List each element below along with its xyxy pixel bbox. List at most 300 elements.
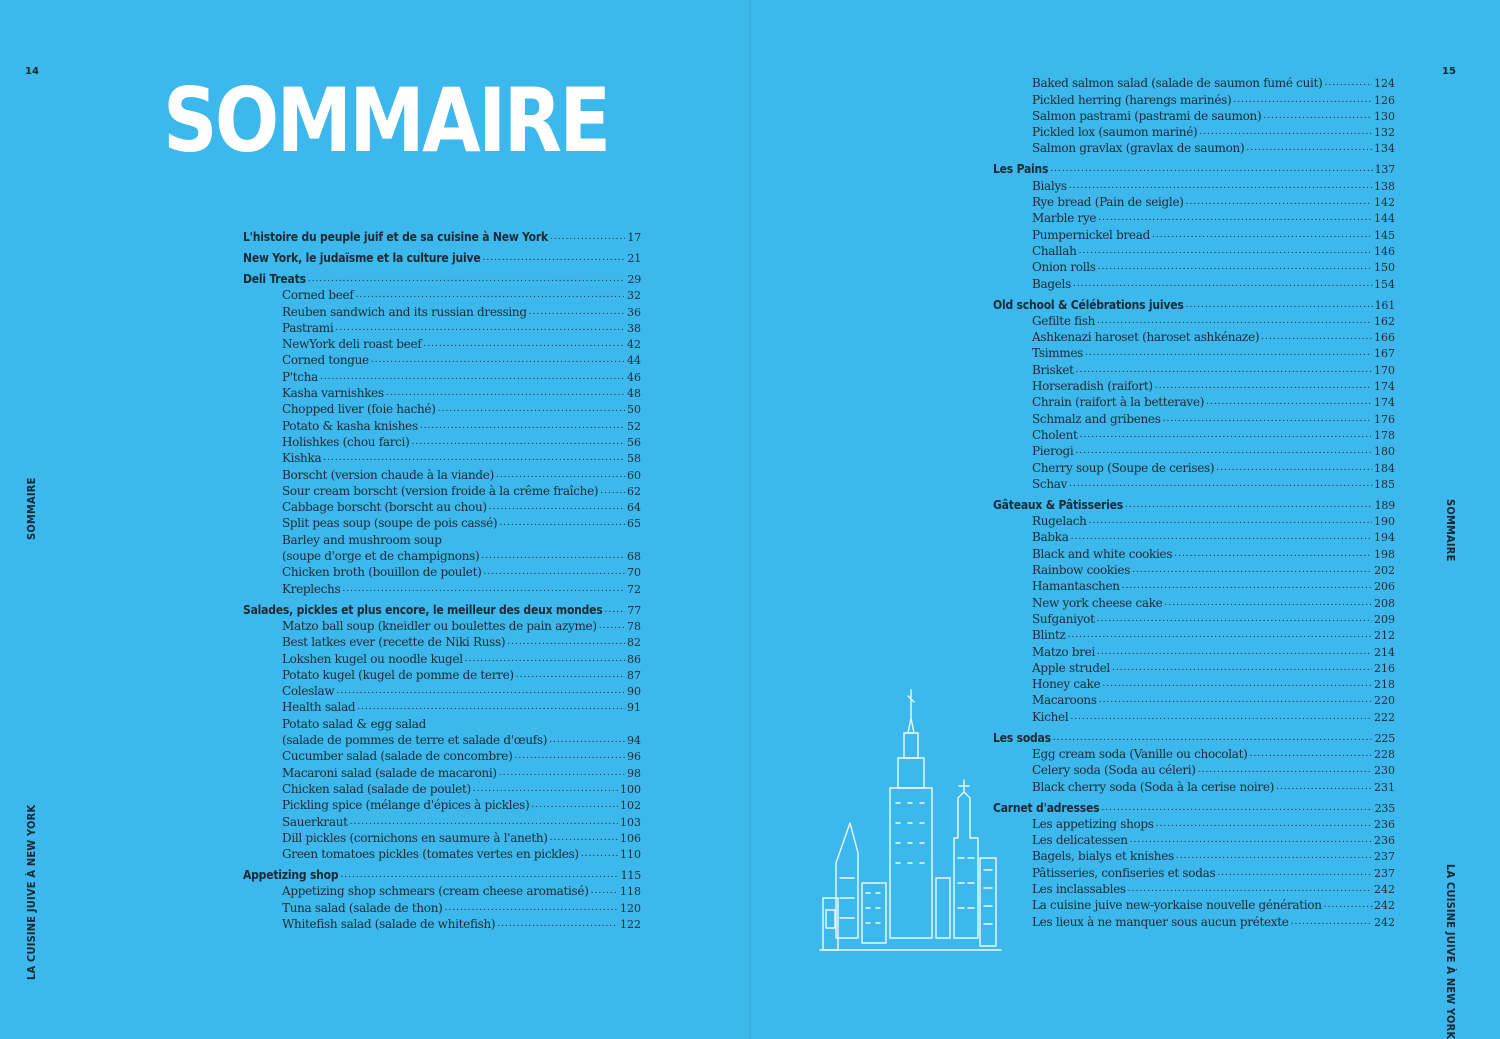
toc-entry[interactable]	[993, 745, 1395, 761]
toc-leader-dots	[465, 654, 625, 664]
toc-leader-dots	[1089, 516, 1372, 526]
toc-leader-dots	[356, 290, 626, 300]
toc-entry[interactable]	[993, 593, 1395, 609]
toc-entry[interactable]	[993, 176, 1395, 192]
toc-leader-dots	[1112, 663, 1372, 673]
toc-label: Baked salmon salad (salade de saumon fumé cuit)	[1032, 76, 1323, 91]
toc-entry[interactable]	[993, 880, 1395, 896]
toc-label: New York, le judaïsme et la culture juive	[243, 251, 481, 265]
toc-label: Tuna salad (salade de thon)	[282, 900, 443, 915]
toc-leader-dots	[1080, 430, 1372, 440]
toc-leader-dots	[481, 551, 625, 561]
toc-page-number: 231	[1374, 780, 1395, 794]
toc-page-number: 122	[620, 917, 641, 931]
toc-leader-dots	[514, 751, 625, 761]
toc-page-number: 236	[1374, 817, 1395, 831]
toc-page-number: 120	[620, 901, 641, 915]
toc-section[interactable]	[993, 495, 1395, 512]
toc-label: Sufganiyot	[1032, 611, 1095, 626]
toc-page-number: 150	[1374, 261, 1395, 275]
toc-entry[interactable]	[243, 714, 641, 730]
toc-label: Brisket	[1032, 362, 1074, 377]
toc-entry[interactable]	[243, 666, 641, 682]
toc-page-number: 228	[1374, 747, 1395, 761]
toc-leader-dots	[600, 486, 625, 496]
toc-entry[interactable]	[993, 761, 1395, 777]
toc-label: Les inclassables	[1032, 882, 1126, 897]
page-number-right: 15	[1442, 66, 1456, 77]
toc-entry[interactable]	[993, 409, 1395, 425]
toc-label: Challah	[1032, 243, 1077, 258]
toc-leader-dots	[1291, 917, 1372, 927]
toc-entry[interactable]	[993, 561, 1395, 577]
toc-page-number: 237	[1374, 866, 1395, 880]
toc-label: Marble rye	[1032, 211, 1097, 226]
toc-label: Salades, pickles et plus encore, le meilleur des deux mondes	[243, 602, 603, 617]
toc-label: Macaroons	[1032, 693, 1097, 708]
toc-page-number: 208	[1374, 596, 1395, 610]
toc-page-number: 222	[1374, 710, 1395, 724]
toc-leader-dots	[1069, 479, 1372, 489]
toc-entry[interactable]	[243, 449, 641, 465]
toc-entry[interactable]	[243, 465, 641, 481]
toc-section[interactable]	[243, 227, 641, 244]
toc-section[interactable]	[993, 159, 1395, 176]
toc-leader-dots	[1085, 348, 1372, 358]
toc-label: Gefilte fish	[1032, 313, 1096, 328]
toc-leader-dots	[1163, 414, 1372, 424]
toc-entry[interactable]	[243, 547, 641, 563]
toc-leader-dots	[529, 307, 625, 317]
toc-page-number: 70	[627, 566, 641, 580]
toc-page-number: 36	[627, 305, 641, 319]
toc-section[interactable]	[993, 798, 1395, 815]
toc-entry[interactable]	[243, 649, 641, 665]
toc-entry[interactable]	[993, 123, 1395, 139]
toc-section[interactable]	[993, 728, 1395, 745]
toc-label: Potato salad & egg salad	[282, 716, 427, 731]
toc-label: Appetizing shop	[243, 868, 339, 883]
side-label-section-left: SOMMAIRE	[25, 477, 38, 540]
toc-label: Cabbage borscht (borscht au chou)	[282, 500, 487, 515]
toc-entry[interactable]	[243, 731, 641, 747]
toc-label: La cuisine juive new-yorkaise nouvelle génération	[1032, 898, 1322, 913]
toc-leader-dots	[1155, 381, 1372, 391]
toc-label: Borscht (version chaude à la viande)	[282, 467, 494, 482]
skyline-illustration	[818, 688, 1003, 958]
toc-entry[interactable]	[993, 344, 1395, 360]
toc-page-number: 29	[627, 273, 641, 286]
toc-entry[interactable]	[243, 319, 641, 335]
toc-page-number: 110	[620, 848, 641, 862]
toc-leader-dots	[1324, 78, 1372, 88]
toc-page-number: 115	[620, 869, 641, 883]
toc-entry[interactable]	[993, 528, 1395, 544]
toc-leader-dots	[550, 232, 625, 242]
toc-entry[interactable]	[993, 242, 1395, 258]
toc-page-number: 242	[1374, 915, 1395, 929]
page-number-left: 14	[25, 66, 39, 77]
toc-entry[interactable]	[993, 659, 1395, 675]
toc-leader-dots	[1186, 197, 1372, 207]
side-label-book-left: LA CUISINE JUIVE À NEW YORK	[25, 804, 38, 980]
toc-leader-dots	[1099, 695, 1372, 705]
toc-entry[interactable]	[993, 258, 1395, 274]
toc-leader-dots	[1068, 630, 1372, 640]
toc-label: Best latkes ever (recette de Niki Russ)	[282, 635, 506, 650]
toc-entry[interactable]	[993, 274, 1395, 290]
toc-label: Bagels, bialys et knishes	[1032, 849, 1174, 864]
toc-page-number: 166	[1374, 331, 1395, 345]
toc-entry[interactable]	[993, 896, 1395, 912]
toc-label: Barley and mushroom soup	[282, 532, 442, 547]
toc-label: Chicken broth (bouillon de poulet)	[282, 565, 482, 580]
toc-label: Dill pickles (cornichons en saumure à l'aneth)	[282, 830, 548, 845]
toc-page-number: 94	[627, 734, 641, 748]
toc-section[interactable]	[243, 865, 641, 882]
table-of-contents-left	[243, 223, 641, 931]
toc-entry[interactable]	[243, 617, 641, 633]
toc-page-number: 138	[1374, 179, 1395, 193]
toc-entry[interactable]	[993, 912, 1395, 928]
toc-label: Split peas soup (soupe de pois cassé)	[282, 516, 498, 531]
toc-page-number: 87	[627, 668, 641, 682]
toc-label: Sauerkraut	[282, 814, 348, 829]
toc-entry[interactable]	[993, 815, 1395, 831]
toc-label: Pierogi	[1032, 444, 1074, 459]
toc-leader-dots	[423, 339, 625, 349]
toc-label: Salmon gravlax (gravlax de saumon)	[1032, 141, 1245, 156]
toc-entry[interactable]	[993, 577, 1395, 593]
toc-entry[interactable]	[243, 367, 641, 383]
toc-entry[interactable]	[243, 563, 641, 579]
toc-leader-dots	[1174, 549, 1372, 559]
toc-leader-dots	[1324, 900, 1372, 910]
toc-entry[interactable]	[993, 328, 1395, 344]
toc-entry[interactable]	[243, 747, 641, 763]
toc-leader-dots	[335, 323, 625, 333]
toc-leader-dots	[1102, 679, 1372, 689]
toc-entry[interactable]	[243, 633, 641, 649]
toc-entry[interactable]	[993, 675, 1395, 691]
toc-entry[interactable]	[243, 845, 641, 861]
toc-entry[interactable]	[993, 831, 1395, 847]
toc-label: Kreplechs	[282, 581, 341, 596]
toc-page-number: 216	[1374, 661, 1395, 675]
toc-page-number: 52	[627, 419, 641, 433]
toc-entry[interactable]	[993, 377, 1395, 393]
toc-entry[interactable]	[993, 393, 1395, 409]
toc-label: New york cheese cake	[1032, 595, 1163, 610]
toc-entry[interactable]	[993, 691, 1395, 707]
toc-entry[interactable]	[243, 351, 641, 367]
toc-page-number: 98	[627, 766, 641, 780]
toc-entry[interactable]	[243, 498, 641, 514]
toc-leader-dots	[308, 274, 626, 284]
toc-page-number: 102	[620, 799, 641, 813]
toc-label: Les Pains	[993, 162, 1049, 177]
toc-label: Potato kugel (kugel de pomme de terre)	[282, 667, 514, 682]
toc-leader-dots	[483, 567, 625, 577]
toc-leader-dots	[1199, 127, 1372, 137]
toc-page-number: 142	[1374, 196, 1395, 210]
toc-entry[interactable]	[993, 74, 1395, 90]
toc-leader-dots	[489, 502, 625, 512]
toc-page-number: 50	[627, 403, 641, 417]
toc-leader-dots	[1097, 614, 1372, 624]
toc-leader-dots	[1276, 782, 1372, 792]
toc-label: Carnet d'adresses	[993, 800, 1100, 815]
toc-entry[interactable]	[993, 312, 1395, 328]
toc-label: Potato & kasha knishes	[282, 418, 418, 433]
toc-label: Ashkenazi haroset (haroset ashkénaze)	[1032, 330, 1260, 345]
toc-label: Kasha varnishkes	[282, 386, 384, 401]
toc-leader-dots	[591, 886, 618, 896]
toc-page-number: 132	[1374, 126, 1395, 140]
toc-leader-dots	[1097, 647, 1372, 657]
toc-entry[interactable]	[993, 642, 1395, 658]
toc-entry[interactable]	[243, 682, 641, 698]
toc-label: Schav	[1032, 476, 1068, 491]
toc-page-number: 180	[1374, 445, 1395, 459]
toc-entry[interactable]	[993, 458, 1395, 474]
toc-page-number: 62	[627, 484, 641, 498]
toc-page-number: 178	[1374, 428, 1395, 442]
toc-label: Les sodas	[993, 730, 1051, 745]
toc-entry[interactable]	[243, 780, 641, 796]
toc-label: Black and white cookies	[1032, 546, 1173, 561]
toc-leader-dots	[1128, 884, 1372, 894]
toc-label: (soupe d'orge et de champignons)	[282, 549, 480, 564]
toc-page-number: 46	[627, 370, 641, 384]
toc-leader-dots	[473, 784, 618, 794]
toc-label: NewYork deli roast beef	[282, 337, 422, 352]
toc-entry[interactable]	[243, 796, 641, 812]
toc-label: Pickling spice (mélange d'épices à pickles)	[282, 798, 530, 813]
toc-page-number: 118	[620, 885, 641, 899]
toc-leader-dots	[1130, 835, 1372, 845]
toc-page-number: 209	[1374, 612, 1395, 626]
toc-leader-dots	[1246, 143, 1372, 153]
toc-page-number: 174	[1374, 396, 1395, 410]
toc-leader-dots	[371, 355, 625, 365]
toc-entry[interactable]	[993, 707, 1395, 723]
side-label-section-right: SOMMAIRE	[1444, 499, 1457, 562]
toc-leader-dots	[1101, 803, 1372, 813]
toc-label: Old school & Célébrations juives	[993, 297, 1184, 312]
toc-entry[interactable]	[993, 426, 1395, 442]
toc-page-number: 167	[1374, 347, 1395, 361]
toc-page-number: 237	[1374, 850, 1395, 864]
toc-label: Green tomatoes pickles (tomates vertes en pickles)	[282, 847, 579, 862]
toc-entry[interactable]	[993, 193, 1395, 209]
toc-label: Les delicatessen	[1032, 833, 1128, 848]
toc-leader-dots	[1070, 712, 1372, 722]
toc-page-number: 144	[1374, 212, 1395, 226]
toc-label: Egg cream soda (Vanille ou chocolat)	[1032, 746, 1248, 761]
toc-page-number: 64	[627, 501, 641, 515]
toc-page-number: 225	[1374, 731, 1395, 745]
toc-page-number: 212	[1374, 629, 1395, 643]
toc-page-number: 124	[1374, 77, 1395, 91]
toc-entry[interactable]	[243, 530, 641, 546]
toc-label: Pâtisseries, confiseries et sodas	[1032, 865, 1216, 880]
toc-page-number: 176	[1374, 412, 1395, 426]
toc-entry[interactable]	[993, 512, 1395, 528]
toc-entry[interactable]	[993, 847, 1395, 863]
toc-label: Chrain (raifort à la betterave)	[1032, 395, 1205, 410]
side-label-book-right: LA CUISINE JUIVE À NEW YORK	[1444, 864, 1457, 1039]
toc-leader-dots	[1217, 868, 1372, 878]
toc-leader-dots	[499, 768, 625, 778]
toc-page-number: 134	[1374, 142, 1395, 156]
toc-page-number: 96	[627, 750, 641, 764]
toc-leader-dots	[445, 903, 619, 913]
toc-page-number: 161	[1374, 298, 1395, 312]
toc-leader-dots	[1122, 581, 1372, 591]
toc-page-number: 154	[1374, 277, 1395, 291]
toc-label: Salmon pastrami (pastrami de saumon)	[1032, 108, 1262, 123]
toc-entry[interactable]	[243, 882, 641, 898]
toc-entry[interactable]	[993, 225, 1395, 241]
toc-label: Chopped liver (foie haché)	[282, 402, 436, 417]
toc-entry[interactable]	[993, 139, 1395, 155]
toc-label: Babka	[1032, 530, 1069, 545]
toc-entry[interactable]	[993, 610, 1395, 626]
toc-leader-dots	[340, 870, 618, 880]
toc-entry[interactable]	[243, 579, 641, 595]
toc-entry[interactable]	[243, 763, 641, 779]
toc-entry[interactable]	[243, 286, 641, 302]
toc-leader-dots	[1165, 598, 1373, 608]
toc-label: Rugelach	[1032, 514, 1087, 529]
toc-entry[interactable]	[243, 915, 641, 931]
toc-label: (salade de pommes de terre et salade d'œufs)	[282, 733, 548, 748]
toc-label: Coleslaw	[282, 684, 335, 699]
toc-entry[interactable]	[993, 442, 1395, 458]
toc-leader-dots	[1097, 316, 1372, 326]
toc-entry[interactable]	[993, 475, 1395, 491]
toc-leader-dots	[605, 605, 626, 615]
toc-label: Les lieux à ne manquer sous aucun prétexte	[1032, 914, 1289, 929]
toc-label: Health salad	[282, 700, 356, 715]
toc-label: Cholent	[1032, 427, 1078, 442]
toc-leader-dots	[1233, 95, 1372, 105]
toc-label: Les appetizing shops	[1032, 816, 1154, 831]
toc-label: Matzo ball soup (kneidler ou boulettes de pain azyme)	[282, 618, 597, 633]
toc-page-number: 218	[1374, 678, 1395, 692]
toc-label: Bialys	[1032, 178, 1067, 193]
toc-section[interactable]	[243, 248, 641, 265]
toc-entry[interactable]	[993, 863, 1395, 879]
toc-leader-dots	[482, 253, 625, 263]
toc-page-number: 91	[627, 701, 641, 715]
toc-page-number: 242	[1374, 883, 1395, 897]
toc-page-number: 220	[1374, 694, 1395, 708]
toc-entry[interactable]	[993, 107, 1395, 123]
toc-label: Lokshen kugel ou noodle kugel	[282, 651, 463, 666]
toc-entry[interactable]	[243, 335, 641, 351]
toc-label: Reuben sandwich and its russian dressing	[282, 304, 527, 319]
toc-section[interactable]	[993, 295, 1395, 312]
toc-entry[interactable]	[243, 302, 641, 318]
toc-label: Appetizing shop schmears (cream cheese aromatisé)	[282, 884, 589, 899]
toc-label: Hamantaschen	[1032, 579, 1120, 594]
toc-page-number: 58	[627, 452, 641, 466]
toc-page-number: 82	[627, 636, 641, 650]
toc-page-number: 68	[627, 550, 641, 564]
toc-leader-dots	[1156, 819, 1372, 829]
toc-entry[interactable]	[993, 544, 1395, 560]
toc-page-number: 170	[1374, 363, 1395, 377]
toc-entry[interactable]	[243, 433, 641, 449]
toc-label: Macaroni salad (salade de macaroni)	[282, 765, 497, 780]
toc-label: Rainbow cookies	[1032, 563, 1131, 578]
toc-page-number: 185	[1374, 477, 1395, 491]
toc-leader-dots	[1071, 532, 1372, 542]
toc-page-number: 202	[1374, 564, 1395, 578]
toc-entry[interactable]	[993, 90, 1395, 106]
toc-page-number: 184	[1374, 461, 1395, 475]
toc-page-number: 242	[1374, 899, 1395, 913]
toc-entry[interactable]	[243, 400, 641, 416]
toc-entry[interactable]	[243, 384, 641, 400]
toc-page-number: 235	[1374, 801, 1395, 815]
toc-label: Celery soda (Soda au céleri)	[1032, 763, 1196, 778]
toc-leader-dots	[350, 817, 618, 827]
toc-page-number: 65	[627, 517, 641, 531]
toc-leader-dots	[320, 372, 625, 382]
toc-page-number: 56	[627, 435, 641, 449]
toc-leader-dots	[516, 670, 625, 680]
toc-label: Black cherry soda (Soda à la cerise noire)	[1032, 779, 1275, 794]
toc-leader-dots	[1176, 851, 1372, 861]
toc-leader-dots	[1263, 111, 1372, 121]
toc-leader-dots	[1186, 300, 1373, 310]
page-title: SOMMAIRE	[163, 69, 609, 172]
toc-entry[interactable]	[993, 360, 1395, 376]
toc-page-number: 190	[1374, 515, 1395, 529]
toc-leader-dots	[420, 421, 625, 431]
toc-entry[interactable]	[243, 812, 641, 828]
toc-entry[interactable]	[243, 416, 641, 432]
toc-entry[interactable]	[993, 626, 1395, 642]
toc-entry[interactable]	[243, 514, 641, 530]
toc-leader-dots	[1152, 230, 1372, 240]
toc-page-number: 21	[627, 252, 641, 265]
toc-leader-dots	[1076, 365, 1372, 375]
toc-leader-dots	[1050, 164, 1372, 174]
toc-entry[interactable]	[243, 829, 641, 845]
toc-page-number: 194	[1374, 531, 1395, 545]
toc-page-number: 48	[627, 387, 641, 401]
toc-section[interactable]	[243, 269, 641, 286]
toc-leader-dots	[599, 621, 625, 631]
toc-label: Corned beef	[282, 288, 354, 303]
toc-leader-dots	[497, 919, 618, 929]
toc-entry[interactable]	[993, 777, 1395, 793]
toc-section[interactable]	[243, 600, 641, 617]
toc-entry[interactable]	[993, 209, 1395, 225]
toc-label: L'histoire du peuple juif et de sa cuisine à New York	[243, 230, 548, 244]
toc-leader-dots	[1250, 749, 1372, 759]
toc-entry[interactable]	[243, 898, 641, 914]
toc-entry[interactable]	[243, 698, 641, 714]
toc-leader-dots	[1261, 332, 1372, 342]
toc-entry[interactable]	[243, 482, 641, 498]
toc-page-number: 100	[620, 782, 641, 796]
toc-leader-dots	[1075, 446, 1372, 456]
